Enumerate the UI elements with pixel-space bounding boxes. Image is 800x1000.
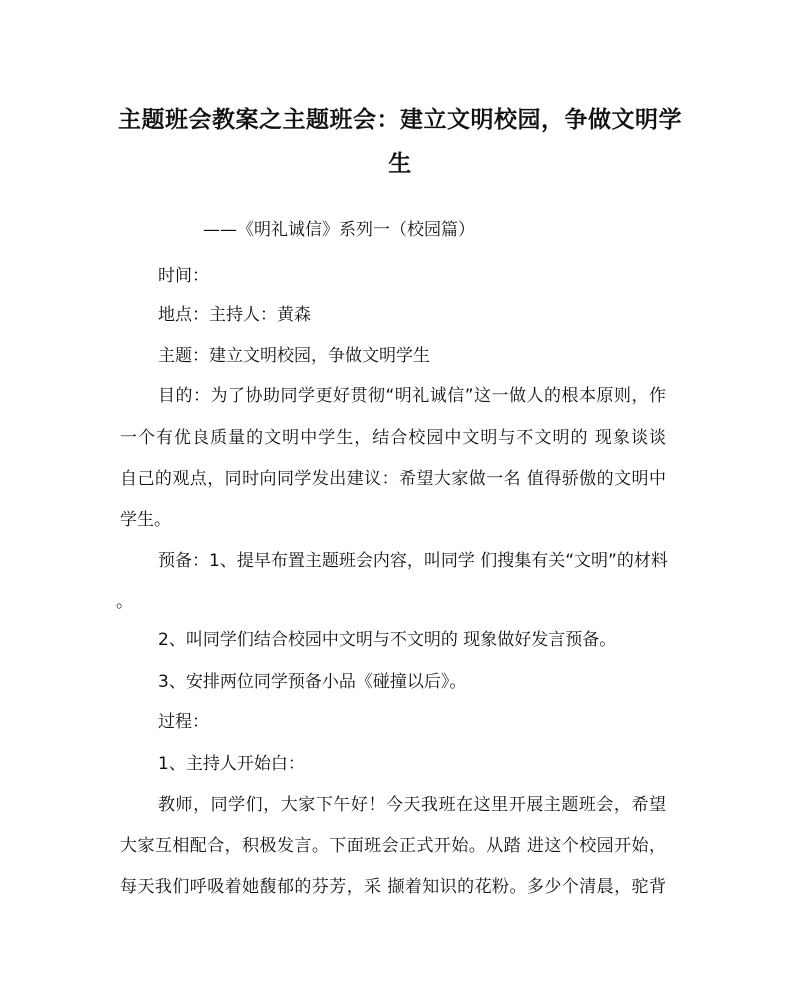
speech-line: 大家互相配合，积极发言。下面班会正式开始。从踏 进这个校园开始， [120, 836, 666, 856]
prep-item-2: 2、叫同学们结合校园中文明与不文明的 现象做好发言预备。 [158, 630, 617, 650]
place-line: 地点：主持人：黄森 [158, 305, 311, 325]
time-line: 时间： [158, 266, 209, 286]
purpose-line: 一个有优良质量的文明中学生，结合校园中文明与不文明的 现象谈谈 [120, 428, 666, 448]
prep-item-3: 3、安排两位同学预备小品《碰撞以后》。 [158, 672, 467, 692]
prep-line: 预备：1、提早布置主题班会内容，叫同学 们搜集有关“文明”的材料 [158, 551, 668, 571]
speech-line: 教师，同学们，大家下午好！今天我班在这里开展主题班会，希望 [158, 795, 666, 815]
prep-line: 。 [116, 592, 133, 612]
purpose-line: 学生。 [120, 510, 171, 530]
document-subtitle: ——《明礼诚信》系列一（校园篇） [203, 220, 475, 240]
process-item-1: 1、主持人开始白： [158, 754, 305, 774]
theme-line: 主题：建立文明校园，争做文明学生 [158, 346, 430, 366]
process-heading: 过程： [158, 712, 209, 732]
document-title: 主题班会教案之主题班会：建立文明校园，争做文明学生 [118, 106, 682, 177]
purpose-line: 目的：为了协助同学更好贯彻“明礼诚信”这一做人的根本原则，作 [158, 386, 666, 406]
speech-line: 每天我们呼吸着她馥郁的芬芳，采 撷着知识的花粉。多少个清晨，驼背 [120, 877, 666, 897]
purpose-line: 自己的观点，同时向同学发出建议：希望大家做一名 值得骄傲的文明中 [120, 469, 666, 489]
